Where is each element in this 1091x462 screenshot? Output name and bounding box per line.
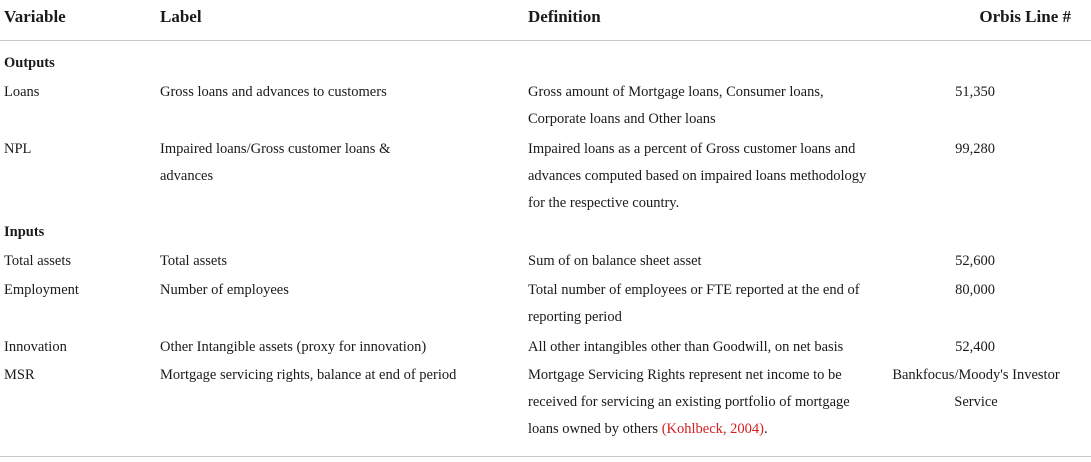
employment-variable: Employment [4,282,79,298]
header-variable: Variable [4,7,66,26]
table-header-row [0,0,1091,41]
msr-label: Mortgage servicing rights, balance at end of period [160,367,457,383]
msr-definition [528,362,883,443]
innovation-orbis: 52,400 [955,339,995,355]
employment-definition: Total number of employees or FTE reported at the end of reporting period [528,282,860,325]
total-assets-orbis: 52,600 [955,253,995,269]
npl-variable: NPL [4,141,32,157]
employment-label: Number of employees [160,282,289,298]
header-orbis-line: Orbis Line # [979,7,1071,26]
innovation-variable: Innovation [4,339,67,355]
msr-variable: MSR [4,367,35,383]
loans-definition: Gross amount of Mortgage loans, Consumer loans, Corporate loans and Other loans [528,84,824,127]
msr-orbis: Bankfocus/Moody's Investor Service [892,367,1060,410]
section-inputs: Inputs [4,224,45,240]
npl-definition: Impaired loans as a percent of Gross customer loans and advances computed based on impaired loans methodology for the respective country. [528,141,867,211]
table-bottom-rule [0,456,1091,457]
msr-definition-period: . [763,421,768,437]
employment-orbis: 80,000 [955,282,995,298]
loans-orbis: 51,350 [955,84,995,100]
npl-orbis: 99,280 [955,141,995,157]
header-definition: Definition [528,7,601,26]
total-assets-variable: Total assets [4,253,72,269]
section-outputs: Outputs [4,55,55,71]
loans-label: Gross loans and advances to customers [160,84,387,100]
total-assets-definition: Sum of on balance sheet asset [528,253,702,269]
total-assets-label: Total assets [160,253,228,269]
npl-label: Impaired loans/Gross customer loans & advances [160,141,391,184]
innovation-label: Other Intangible assets (proxy for innovation) [160,339,427,355]
msr-definition-text: Mortgage Servicing Rights represent net income to be received for servicing an existing portfolio of mortgage loans owned by others [528,367,850,437]
loans-variable: Loans [4,84,40,100]
innovation-definition: All other intangibles other than Goodwill, on net basis [528,339,844,355]
header-label: Label [160,7,202,26]
kohlbeck-citation-link[interactable]: (Kohlbeck, 2004) [661,421,764,437]
